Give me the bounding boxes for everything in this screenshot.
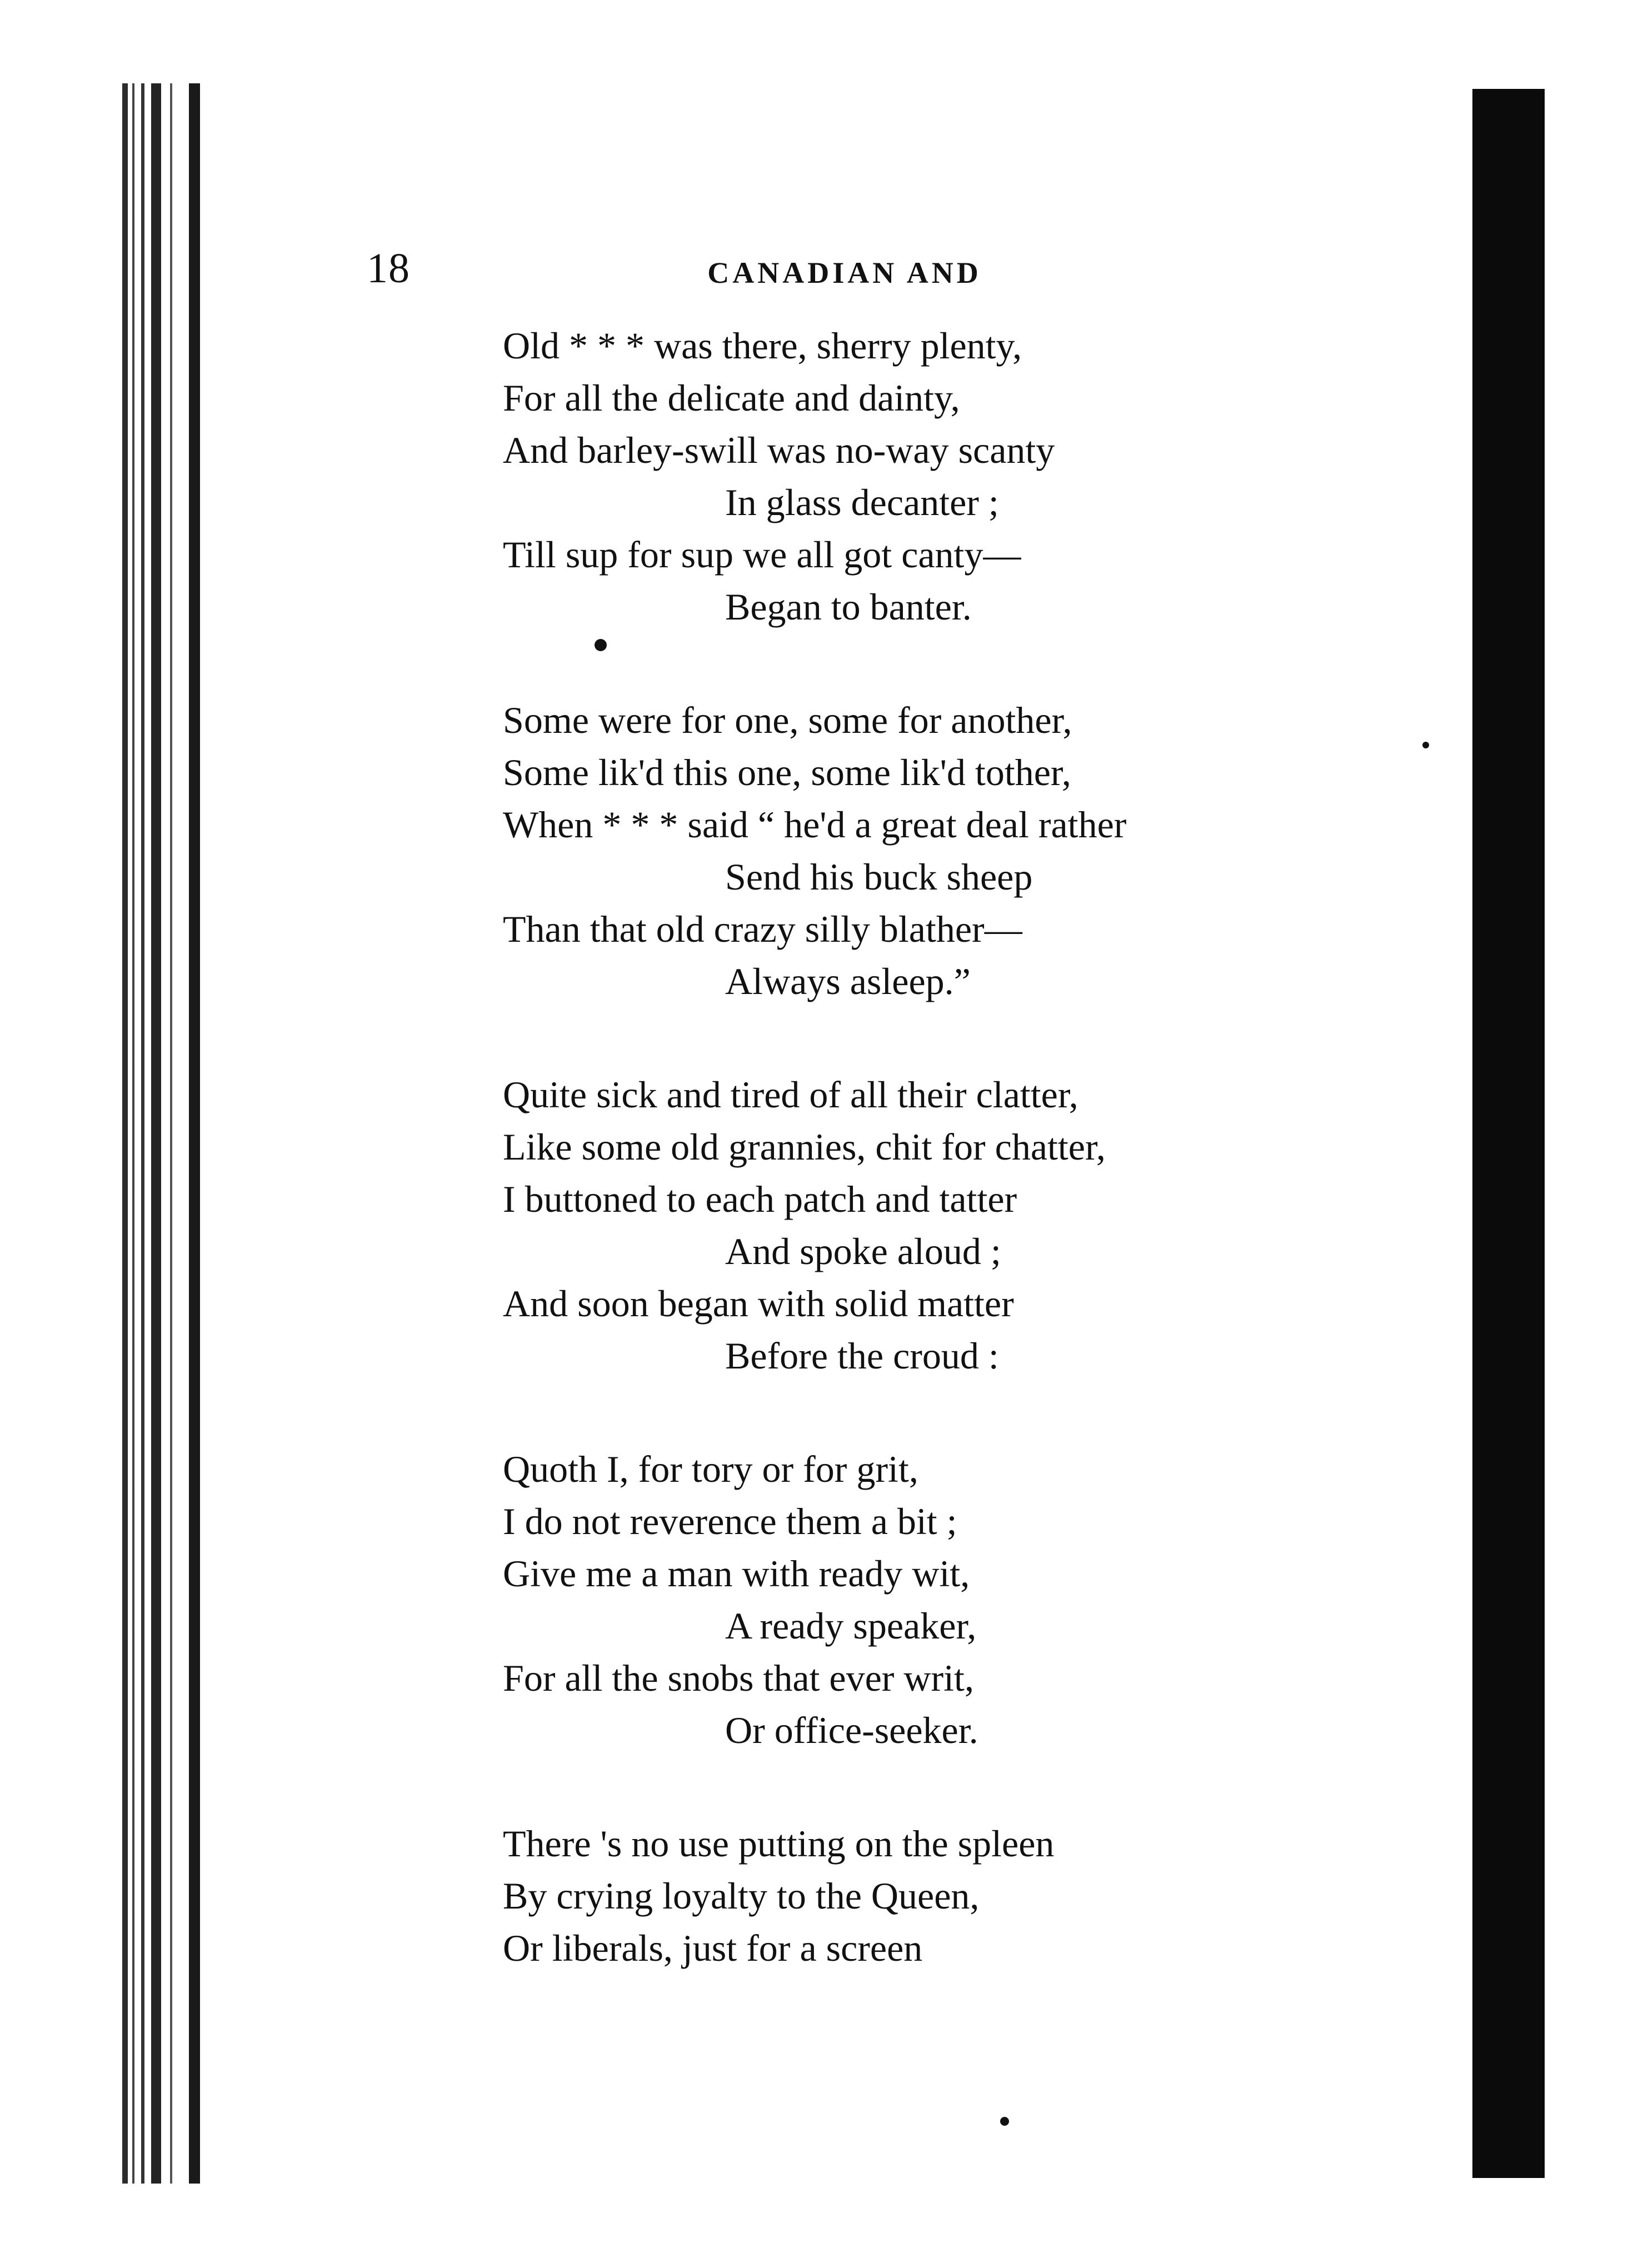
- poem-line: For all the delicate and dainty,: [503, 377, 960, 419]
- ink-speck: [1422, 742, 1429, 748]
- page-header: [367, 244, 1145, 306]
- poem-line: Give me a man with ready wit,: [503, 1552, 970, 1595]
- poem-line: And soon began with solid matter: [503, 1282, 1014, 1325]
- poem-line: Quoth I, for tory or for grit,: [503, 1448, 918, 1490]
- poem-line: Before the croud :: [725, 1335, 999, 1377]
- right-page-edge: [1472, 89, 1545, 2178]
- poem-line: By crying loyalty to the Queen,: [503, 1875, 980, 1917]
- stanza: [503, 1443, 1392, 1756]
- poem-line: In glass decanter ;: [725, 481, 999, 523]
- left-binding-edge: [122, 83, 200, 2184]
- poem-line: And spoke aloud ;: [725, 1230, 1001, 1272]
- poem-line: Always asleep.”: [725, 960, 971, 1002]
- poem-line: Or office-seeker.: [725, 1709, 978, 1751]
- poem-line: Began to banter.: [725, 586, 972, 628]
- poem-line: Till sup for sup we all got canty—: [503, 533, 1021, 576]
- poem-line: For all the snobs that ever writ,: [503, 1657, 974, 1699]
- poem-line: And barley-swill was no-way scanty: [503, 429, 1055, 471]
- poem-line: Quite sick and tired of all their clatter,: [503, 1073, 1078, 1116]
- poem-line: Some were for one, some for another,: [503, 699, 1072, 741]
- running-head: CANADIAN AND: [707, 256, 982, 289]
- poem-line: Old * * * was there, sherry plenty,: [503, 324, 1022, 367]
- stanza: [503, 694, 1392, 1007]
- poem-line: A ready speaker,: [725, 1605, 977, 1647]
- poem-line: Send his buck sheep: [725, 856, 1033, 898]
- poem-line: When * * * said “ he'd a great deal rather: [503, 803, 1127, 846]
- poem-line: I do not reverence them a bit ;: [503, 1500, 957, 1542]
- stanza: [503, 1817, 1392, 1974]
- poem-line: Like some old grannies, chit for chatter,: [503, 1126, 1106, 1168]
- poem-line: Than that old crazy silly blather—: [503, 908, 1022, 950]
- stanza: [503, 319, 1392, 633]
- page-number: 18: [367, 245, 410, 292]
- poem-line: Some lik'd this one, some lik'd tother,: [503, 751, 1071, 793]
- ink-speck: [595, 639, 607, 651]
- poem-line: Or liberals, just for a screen: [503, 1927, 923, 1969]
- left-gutter-line: [189, 83, 200, 2184]
- stanza: [503, 1068, 1392, 1382]
- ink-speck: [1000, 2117, 1009, 2126]
- poem-line: There 's no use putting on the spleen: [503, 1822, 1055, 1865]
- poem-body: [503, 319, 1392, 2035]
- poem-line: I buttoned to each patch and tatter: [503, 1178, 1017, 1220]
